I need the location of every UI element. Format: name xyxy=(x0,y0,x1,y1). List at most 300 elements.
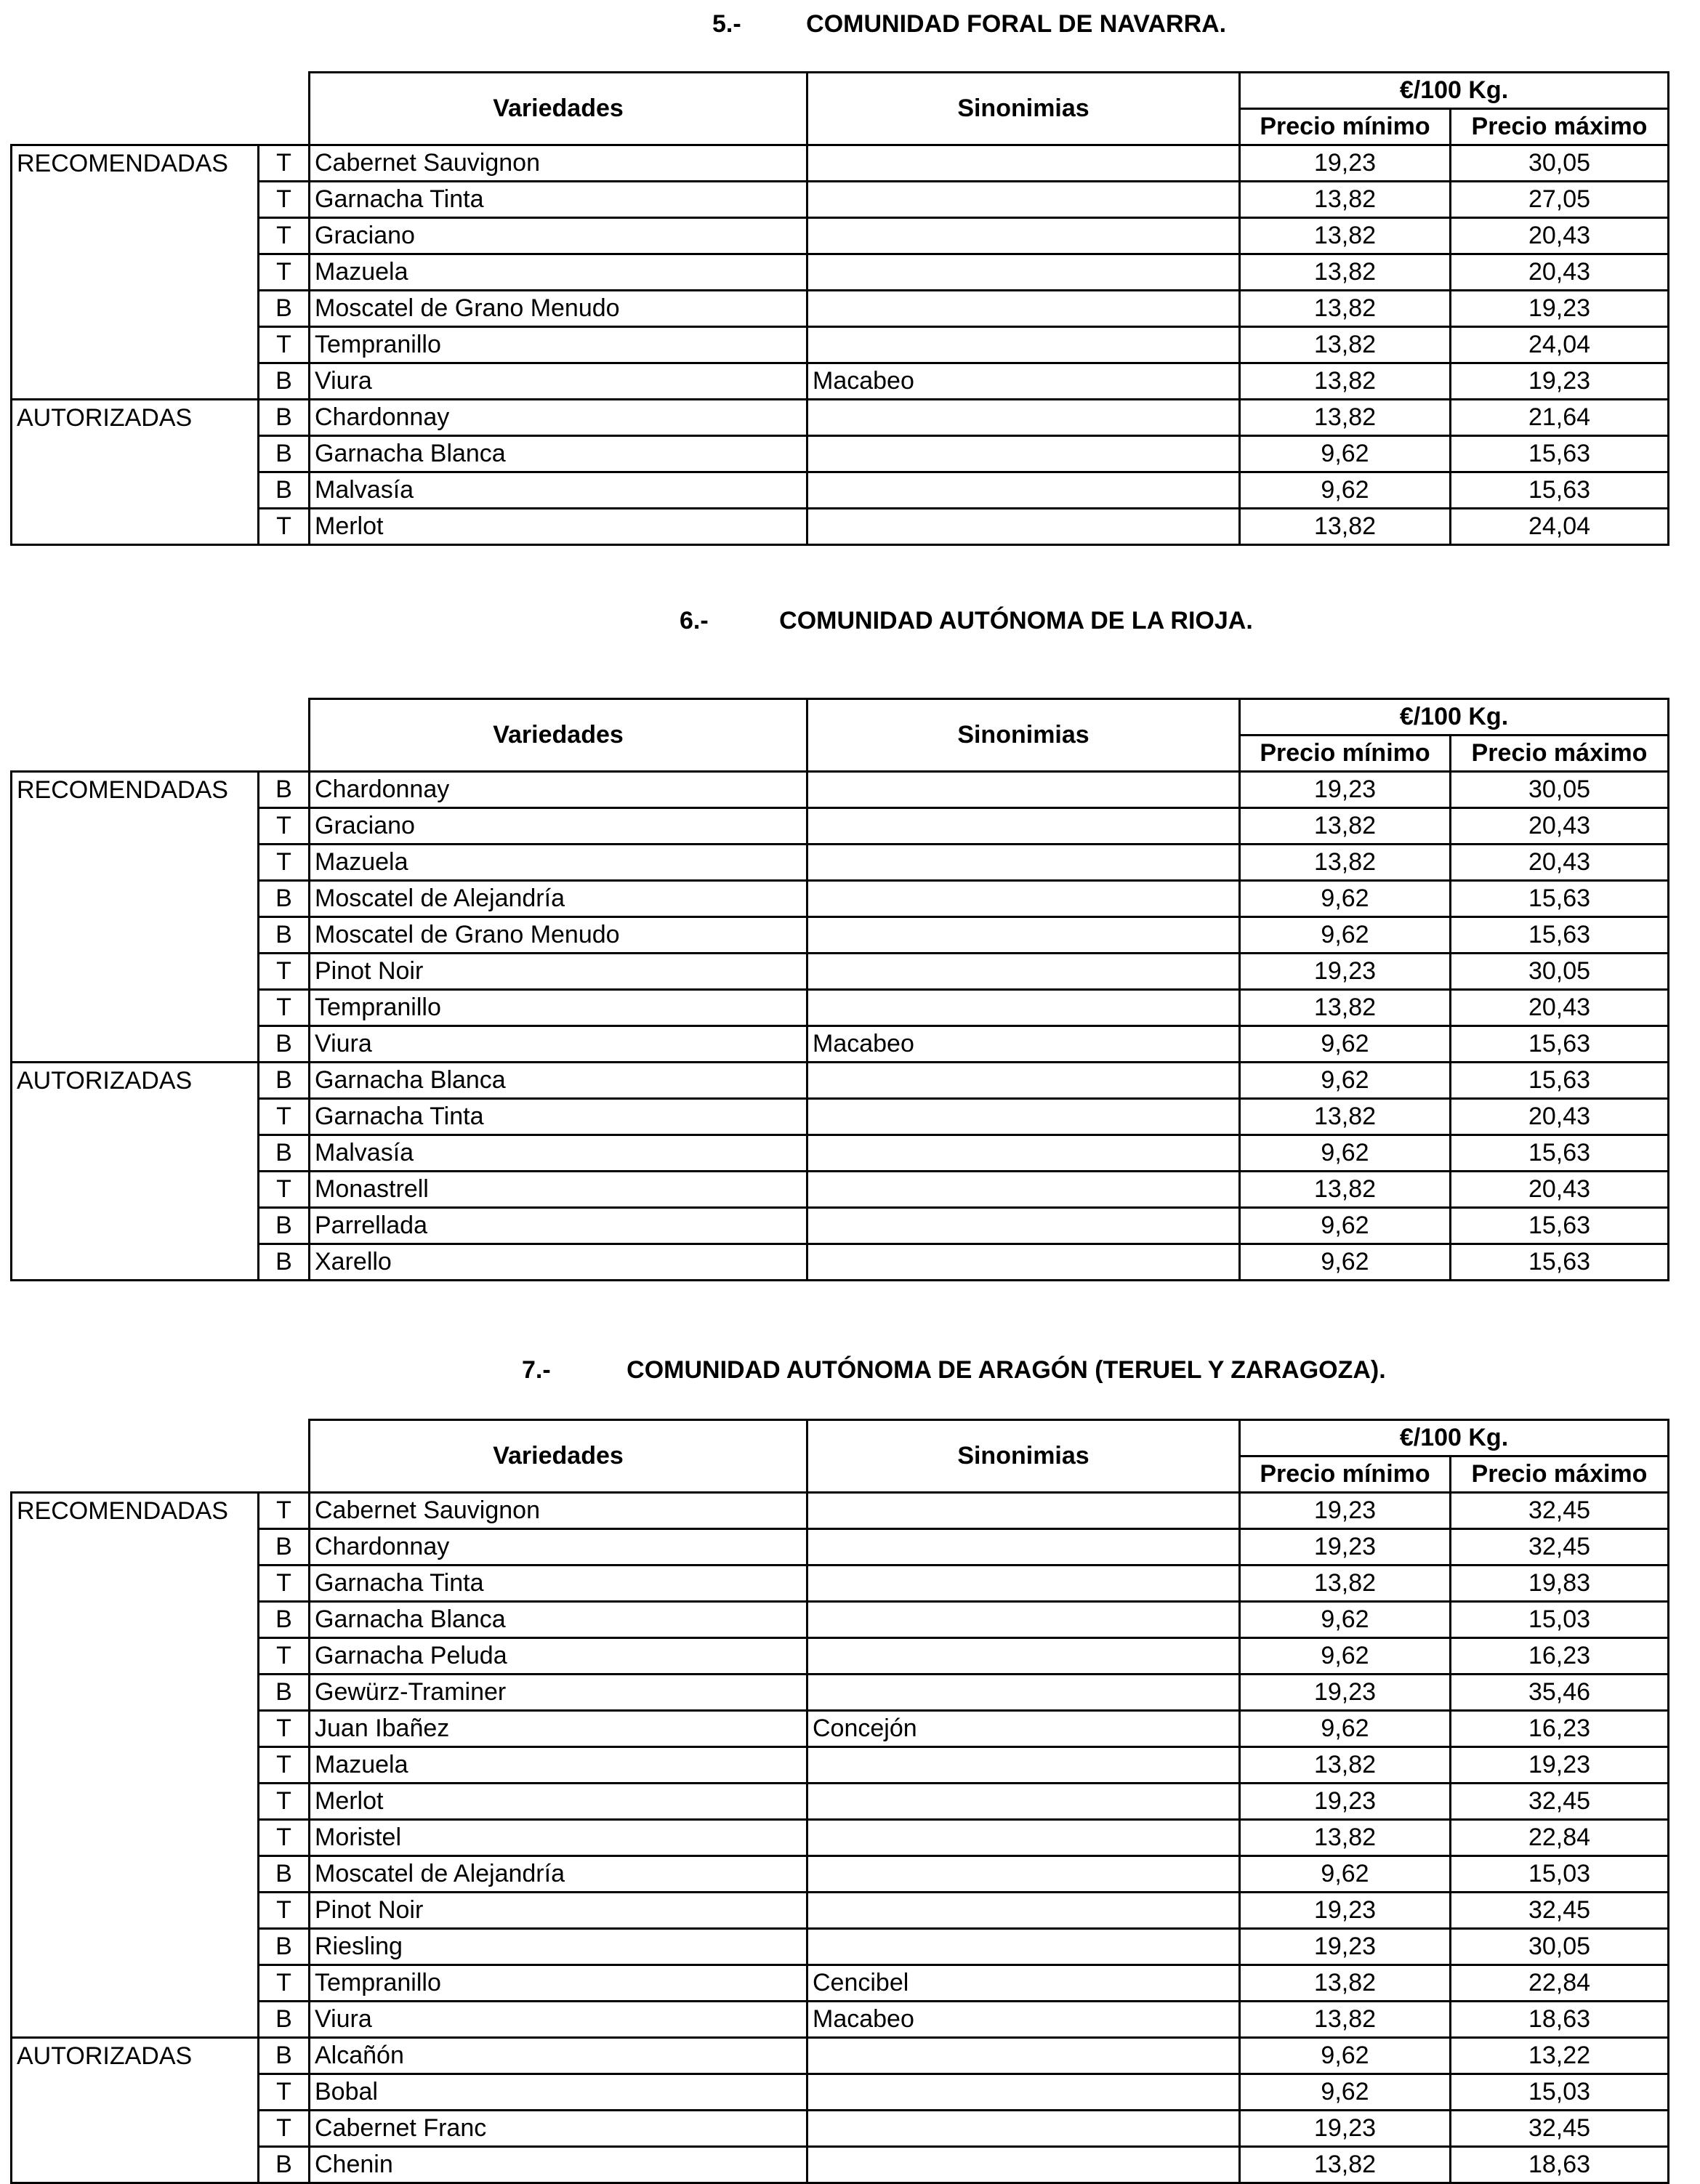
table-row xyxy=(12,1784,1669,1820)
table-row xyxy=(12,1244,1669,1281)
max-price-cell: 24,04 xyxy=(1451,327,1669,363)
header-row xyxy=(12,73,1669,109)
category-cell xyxy=(12,254,259,291)
min-price-cell: 13,82 xyxy=(1240,400,1451,436)
synonym-cell xyxy=(807,291,1240,327)
type-cell: T xyxy=(259,1965,310,2002)
variety-cell: Chardonnay xyxy=(310,1529,807,1566)
max-price-cell: 15,63 xyxy=(1451,472,1669,509)
table-row xyxy=(12,1208,1669,1244)
type-cell: T xyxy=(259,845,310,881)
type-cell: B xyxy=(259,772,310,808)
variety-cell: Xarello xyxy=(310,1244,807,1281)
category-cell: AUTORIZADAS xyxy=(12,2038,259,2074)
min-price-cell: 9,62 xyxy=(1240,2038,1451,2074)
min-price-cell: 9,62 xyxy=(1240,2074,1451,2111)
table-row xyxy=(12,145,1669,182)
max-price-cell: 30,05 xyxy=(1451,772,1669,808)
type-cell: B xyxy=(259,1026,310,1063)
min-price-cell: 19,23 xyxy=(1240,1893,1451,1929)
min-price-cell: 9,62 xyxy=(1240,917,1451,954)
synonym-cell: Macabeo xyxy=(807,1026,1240,1063)
min-price-cell: 19,23 xyxy=(1240,1529,1451,1566)
category-cell xyxy=(12,1820,259,1856)
type-cell: B xyxy=(259,1856,310,1893)
variety-cell: Tempranillo xyxy=(310,1965,807,2002)
variety-cell: Garnacha Tinta xyxy=(310,1099,807,1135)
type-cell: B xyxy=(259,363,310,400)
category-cell: RECOMENDADAS xyxy=(12,1493,259,1529)
header-price-group: €/100 Kg. xyxy=(1240,1420,1669,1456)
table-row xyxy=(12,2147,1669,2183)
max-price-cell: 15,63 xyxy=(1451,1026,1669,1063)
type-cell: B xyxy=(259,2147,310,2183)
max-price-cell: 15,03 xyxy=(1451,1602,1669,1638)
category-cell: AUTORIZADAS xyxy=(12,400,259,436)
table-row xyxy=(12,2074,1669,2111)
synonym-cell xyxy=(807,772,1240,808)
table-row xyxy=(12,1099,1669,1135)
synonym-cell xyxy=(807,218,1240,254)
max-price-cell: 22,84 xyxy=(1451,1820,1669,1856)
min-price-cell: 9,62 xyxy=(1240,1856,1451,1893)
variety-cell: Cabernet Sauvignon xyxy=(310,145,807,182)
synonym-cell xyxy=(807,1638,1240,1675)
min-price-cell: 13,82 xyxy=(1240,1965,1451,2002)
variety-cell: Moristel xyxy=(310,1820,807,1856)
synonym-cell xyxy=(807,1784,1240,1820)
min-price-cell: 13,82 xyxy=(1240,509,1451,545)
category-cell xyxy=(12,363,259,400)
synonym-cell xyxy=(807,1063,1240,1099)
header-synonyms: Sinonimias xyxy=(807,1420,1240,1493)
max-price-cell: 15,63 xyxy=(1451,1244,1669,1281)
category-cell xyxy=(12,1135,259,1172)
price-table xyxy=(10,698,1669,1281)
table-row xyxy=(12,400,1669,436)
section-heading: COMUNIDAD FORAL DE NAVARRA. xyxy=(806,10,1227,38)
max-price-cell: 15,63 xyxy=(1451,917,1669,954)
min-price-cell: 13,82 xyxy=(1240,2147,1451,2183)
max-price-cell: 30,05 xyxy=(1451,954,1669,990)
table-row xyxy=(12,1856,1669,1893)
max-price-cell: 32,45 xyxy=(1451,1493,1669,1529)
variety-cell: Mazuela xyxy=(310,1747,807,1784)
type-cell: T xyxy=(259,254,310,291)
variety-cell: Garnacha Peluda xyxy=(310,1638,807,1675)
variety-cell: Alcañón xyxy=(310,2038,807,2074)
min-price-cell: 9,62 xyxy=(1240,1711,1451,1747)
table-row xyxy=(12,436,1669,472)
category-cell xyxy=(12,1638,259,1675)
variety-cell: Mazuela xyxy=(310,845,807,881)
max-price-cell: 30,05 xyxy=(1451,1929,1669,1965)
header-blank xyxy=(12,73,310,145)
table-row xyxy=(12,363,1669,400)
header-row xyxy=(12,699,1669,736)
type-cell: T xyxy=(259,1784,310,1820)
min-price-cell: 9,62 xyxy=(1240,1602,1451,1638)
type-cell: B xyxy=(259,400,310,436)
synonym-cell xyxy=(807,1566,1240,1602)
category-cell xyxy=(12,1929,259,1965)
max-price-cell: 21,64 xyxy=(1451,400,1669,436)
category-cell xyxy=(12,1784,259,1820)
header-max-price: Precio máximo xyxy=(1451,736,1669,772)
category-cell xyxy=(12,1602,259,1638)
variety-cell: Gewürz-Traminer xyxy=(310,1675,807,1711)
min-price-cell: 19,23 xyxy=(1240,1675,1451,1711)
type-cell: T xyxy=(259,1638,310,1675)
synonym-cell xyxy=(807,917,1240,954)
max-price-cell: 15,03 xyxy=(1451,1856,1669,1893)
table-row xyxy=(12,1675,1669,1711)
section-title xyxy=(680,607,1253,635)
header-min-price: Precio mínimo xyxy=(1240,1456,1451,1493)
min-price-cell: 19,23 xyxy=(1240,145,1451,182)
synonym-cell: Concejón xyxy=(807,1711,1240,1747)
synonym-cell xyxy=(807,881,1240,917)
synonym-cell xyxy=(807,1675,1240,1711)
min-price-cell: 13,82 xyxy=(1240,327,1451,363)
table-row xyxy=(12,1529,1669,1566)
max-price-cell: 15,03 xyxy=(1451,2074,1669,2111)
max-price-cell: 20,43 xyxy=(1451,845,1669,881)
min-price-cell: 9,62 xyxy=(1240,1026,1451,1063)
category-cell: AUTORIZADAS xyxy=(12,1063,259,1099)
synonym-cell xyxy=(807,2111,1240,2147)
variety-cell: Tempranillo xyxy=(310,327,807,363)
category-cell xyxy=(12,917,259,954)
min-price-cell: 9,62 xyxy=(1240,472,1451,509)
section-number: 7.- xyxy=(522,1356,551,1384)
type-cell: B xyxy=(259,436,310,472)
type-cell: T xyxy=(259,2074,310,2111)
table-row xyxy=(12,2111,1669,2147)
category-cell xyxy=(12,1099,259,1135)
synonym-cell xyxy=(807,254,1240,291)
category-cell xyxy=(12,954,259,990)
synonym-cell xyxy=(807,1244,1240,1281)
header-max-price: Precio máximo xyxy=(1451,109,1669,145)
table-row xyxy=(12,1602,1669,1638)
max-price-cell: 20,43 xyxy=(1451,1099,1669,1135)
max-price-cell: 15,63 xyxy=(1451,1135,1669,1172)
variety-cell: Garnacha Tinta xyxy=(310,182,807,218)
header-varieties: Variedades xyxy=(310,73,807,145)
max-price-cell: 20,43 xyxy=(1451,254,1669,291)
min-price-cell: 13,82 xyxy=(1240,182,1451,218)
variety-cell: Viura xyxy=(310,1026,807,1063)
table-row xyxy=(12,2002,1669,2038)
type-cell: T xyxy=(259,145,310,182)
synonym-cell xyxy=(807,436,1240,472)
category-cell xyxy=(12,1747,259,1784)
max-price-cell: 30,05 xyxy=(1451,145,1669,182)
synonym-cell xyxy=(807,1747,1240,1784)
table-row xyxy=(12,1135,1669,1172)
synonym-cell xyxy=(807,954,1240,990)
synonym-cell xyxy=(807,400,1240,436)
min-price-cell: 9,62 xyxy=(1240,1063,1451,1099)
variety-cell: Tempranillo xyxy=(310,990,807,1026)
type-cell: T xyxy=(259,808,310,845)
min-price-cell: 9,62 xyxy=(1240,881,1451,917)
synonym-cell xyxy=(807,1602,1240,1638)
table-row xyxy=(12,2038,1669,2074)
variety-cell: Riesling xyxy=(310,1929,807,1965)
category-cell xyxy=(12,1675,259,1711)
variety-cell: Garnacha Blanca xyxy=(310,436,807,472)
type-cell: T xyxy=(259,509,310,545)
max-price-cell: 19,83 xyxy=(1451,1566,1669,1602)
max-price-cell: 22,84 xyxy=(1451,1965,1669,2002)
table-row xyxy=(12,254,1669,291)
min-price-cell: 13,82 xyxy=(1240,291,1451,327)
table-row xyxy=(12,1747,1669,1784)
min-price-cell: 19,23 xyxy=(1240,954,1451,990)
max-price-cell: 15,63 xyxy=(1451,436,1669,472)
table-row xyxy=(12,1063,1669,1099)
synonym-cell xyxy=(807,2074,1240,2111)
max-price-cell: 19,23 xyxy=(1451,291,1669,327)
type-cell: B xyxy=(259,472,310,509)
min-price-cell: 13,82 xyxy=(1240,845,1451,881)
table-row xyxy=(12,1026,1669,1063)
min-price-cell: 19,23 xyxy=(1240,1493,1451,1529)
min-price-cell: 19,23 xyxy=(1240,1929,1451,1965)
category-cell xyxy=(12,990,259,1026)
min-price-cell: 13,82 xyxy=(1240,2002,1451,2038)
min-price-cell: 19,23 xyxy=(1240,1784,1451,1820)
type-cell: B xyxy=(259,1063,310,1099)
category-cell xyxy=(12,1172,259,1208)
type-cell: T xyxy=(259,954,310,990)
category-cell xyxy=(12,1893,259,1929)
type-cell: B xyxy=(259,1929,310,1965)
variety-cell: Garnacha Blanca xyxy=(310,1063,807,1099)
table-row xyxy=(12,772,1669,808)
synonym-cell xyxy=(807,2147,1240,2183)
type-cell: B xyxy=(259,1208,310,1244)
min-price-cell: 13,82 xyxy=(1240,1747,1451,1784)
type-cell: B xyxy=(259,917,310,954)
synonym-cell xyxy=(807,327,1240,363)
type-cell: B xyxy=(259,1244,310,1281)
max-price-cell: 15,63 xyxy=(1451,881,1669,917)
category-cell xyxy=(12,1208,259,1244)
table-row xyxy=(12,1711,1669,1747)
variety-cell: Pinot Noir xyxy=(310,954,807,990)
table-row xyxy=(12,218,1669,254)
type-cell: T xyxy=(259,1747,310,1784)
variety-cell: Monastrell xyxy=(310,1172,807,1208)
category-cell xyxy=(12,1566,259,1602)
header-synonyms: Sinonimias xyxy=(807,73,1240,145)
min-price-cell: 13,82 xyxy=(1240,808,1451,845)
synonym-cell xyxy=(807,1820,1240,1856)
variety-cell: Pinot Noir xyxy=(310,1893,807,1929)
synonym-cell xyxy=(807,1099,1240,1135)
variety-cell: Garnacha Blanca xyxy=(310,1602,807,1638)
max-price-cell: 20,43 xyxy=(1451,990,1669,1026)
type-cell: T xyxy=(259,327,310,363)
min-price-cell: 13,82 xyxy=(1240,363,1451,400)
min-price-cell: 13,82 xyxy=(1240,1566,1451,1602)
category-cell xyxy=(12,1244,259,1281)
type-cell: T xyxy=(259,1172,310,1208)
min-price-cell: 19,23 xyxy=(1240,2111,1451,2147)
synonym-cell: Macabeo xyxy=(807,363,1240,400)
type-cell: T xyxy=(259,1566,310,1602)
section-heading: COMUNIDAD AUTÓNOMA DE LA RIOJA. xyxy=(779,607,1253,634)
header-row xyxy=(12,1420,1669,1456)
synonym-cell xyxy=(807,1929,1240,1965)
variety-cell: Graciano xyxy=(310,218,807,254)
section-title xyxy=(712,10,1226,39)
variety-cell: Juan Ibañez xyxy=(310,1711,807,1747)
category-cell xyxy=(12,182,259,218)
table-row xyxy=(12,1820,1669,1856)
min-price-cell: 13,82 xyxy=(1240,1172,1451,1208)
max-price-cell: 19,23 xyxy=(1451,1747,1669,1784)
max-price-cell: 19,23 xyxy=(1451,363,1669,400)
table-row xyxy=(12,472,1669,509)
type-cell: B xyxy=(259,1602,310,1638)
header-synonyms: Sinonimias xyxy=(807,699,1240,772)
synonym-cell: Macabeo xyxy=(807,2002,1240,2038)
synonym-cell xyxy=(807,472,1240,509)
type-cell: B xyxy=(259,2038,310,2074)
section-number: 5.- xyxy=(712,10,741,38)
variety-cell: Parrellada xyxy=(310,1208,807,1244)
type-cell: T xyxy=(259,990,310,1026)
synonym-cell xyxy=(807,1493,1240,1529)
synonym-cell xyxy=(807,1856,1240,1893)
table-row xyxy=(12,1638,1669,1675)
max-price-cell: 32,45 xyxy=(1451,1784,1669,1820)
variety-cell: Moscatel de Alejandría xyxy=(310,1856,807,1893)
category-cell xyxy=(12,1965,259,2002)
synonym-cell xyxy=(807,1135,1240,1172)
table-row xyxy=(12,1965,1669,2002)
type-cell: B xyxy=(259,2002,310,2038)
header-blank xyxy=(12,1420,310,1493)
variety-cell: Graciano xyxy=(310,808,807,845)
variety-cell: Moscatel de Alejandría xyxy=(310,881,807,917)
synonym-cell xyxy=(807,2038,1240,2074)
section-heading: COMUNIDAD AUTÓNOMA DE ARAGÓN (TERUEL Y ZARAGOZA). xyxy=(627,1356,1386,1384)
variety-cell: Malvasía xyxy=(310,1135,807,1172)
category-cell xyxy=(12,845,259,881)
header-blank xyxy=(12,699,310,772)
type-cell: T xyxy=(259,1493,310,1529)
header-price-group: €/100 Kg. xyxy=(1240,699,1669,736)
variety-cell: Cabernet Franc xyxy=(310,2111,807,2147)
synonym-cell xyxy=(807,1893,1240,1929)
variety-cell: Malvasía xyxy=(310,472,807,509)
synonym-cell: Cencibel xyxy=(807,1965,1240,2002)
max-price-cell: 20,43 xyxy=(1451,808,1669,845)
category-cell xyxy=(12,509,259,545)
max-price-cell: 24,04 xyxy=(1451,509,1669,545)
min-price-cell: 9,62 xyxy=(1240,1638,1451,1675)
type-cell: B xyxy=(259,1135,310,1172)
category-cell xyxy=(12,808,259,845)
category-cell xyxy=(12,2111,259,2147)
header-varieties: Variedades xyxy=(310,699,807,772)
synonym-cell xyxy=(807,1208,1240,1244)
variety-cell: Mazuela xyxy=(310,254,807,291)
table-row xyxy=(12,182,1669,218)
max-price-cell: 13,22 xyxy=(1451,2038,1669,2074)
min-price-cell: 13,82 xyxy=(1240,218,1451,254)
synonym-cell xyxy=(807,845,1240,881)
variety-cell: Chenin xyxy=(310,2147,807,2183)
table-row xyxy=(12,881,1669,917)
variety-cell: Viura xyxy=(310,2002,807,2038)
category-cell xyxy=(12,436,259,472)
category-cell xyxy=(12,291,259,327)
table-row xyxy=(12,1172,1669,1208)
table-row xyxy=(12,1493,1669,1529)
category-cell xyxy=(12,1711,259,1747)
min-price-cell: 9,62 xyxy=(1240,1135,1451,1172)
variety-cell: Bobal xyxy=(310,2074,807,2111)
max-price-cell: 18,63 xyxy=(1451,2002,1669,2038)
table-row xyxy=(12,1566,1669,1602)
min-price-cell: 9,62 xyxy=(1240,436,1451,472)
min-price-cell: 19,23 xyxy=(1240,772,1451,808)
max-price-cell: 32,45 xyxy=(1451,1893,1669,1929)
table-row xyxy=(12,954,1669,990)
max-price-cell: 27,05 xyxy=(1451,182,1669,218)
variety-cell: Viura xyxy=(310,363,807,400)
synonym-cell xyxy=(807,182,1240,218)
type-cell: T xyxy=(259,1893,310,1929)
max-price-cell: 20,43 xyxy=(1451,1172,1669,1208)
section-title xyxy=(522,1356,1386,1385)
max-price-cell: 18,63 xyxy=(1451,2147,1669,2183)
max-price-cell: 32,45 xyxy=(1451,1529,1669,1566)
min-price-cell: 13,82 xyxy=(1240,1099,1451,1135)
category-cell xyxy=(12,2074,259,2111)
max-price-cell: 20,43 xyxy=(1451,218,1669,254)
table-row xyxy=(12,990,1669,1026)
category-cell xyxy=(12,2002,259,2038)
synonym-cell xyxy=(807,145,1240,182)
max-price-cell: 35,46 xyxy=(1451,1675,1669,1711)
category-cell xyxy=(12,327,259,363)
category-cell: RECOMENDADAS xyxy=(12,772,259,808)
table-row xyxy=(12,1929,1669,1965)
type-cell: B xyxy=(259,1675,310,1711)
variety-cell: Moscatel de Grano Menudo xyxy=(310,917,807,954)
category-cell xyxy=(12,1529,259,1566)
synonym-cell xyxy=(807,1529,1240,1566)
type-cell: T xyxy=(259,218,310,254)
table-row xyxy=(12,808,1669,845)
type-cell: T xyxy=(259,1820,310,1856)
table-row xyxy=(12,509,1669,545)
category-cell xyxy=(12,472,259,509)
min-price-cell: 9,62 xyxy=(1240,1244,1451,1281)
table-row xyxy=(12,327,1669,363)
synonym-cell xyxy=(807,808,1240,845)
synonym-cell xyxy=(807,1172,1240,1208)
category-cell xyxy=(12,2147,259,2183)
variety-cell: Chardonnay xyxy=(310,772,807,808)
